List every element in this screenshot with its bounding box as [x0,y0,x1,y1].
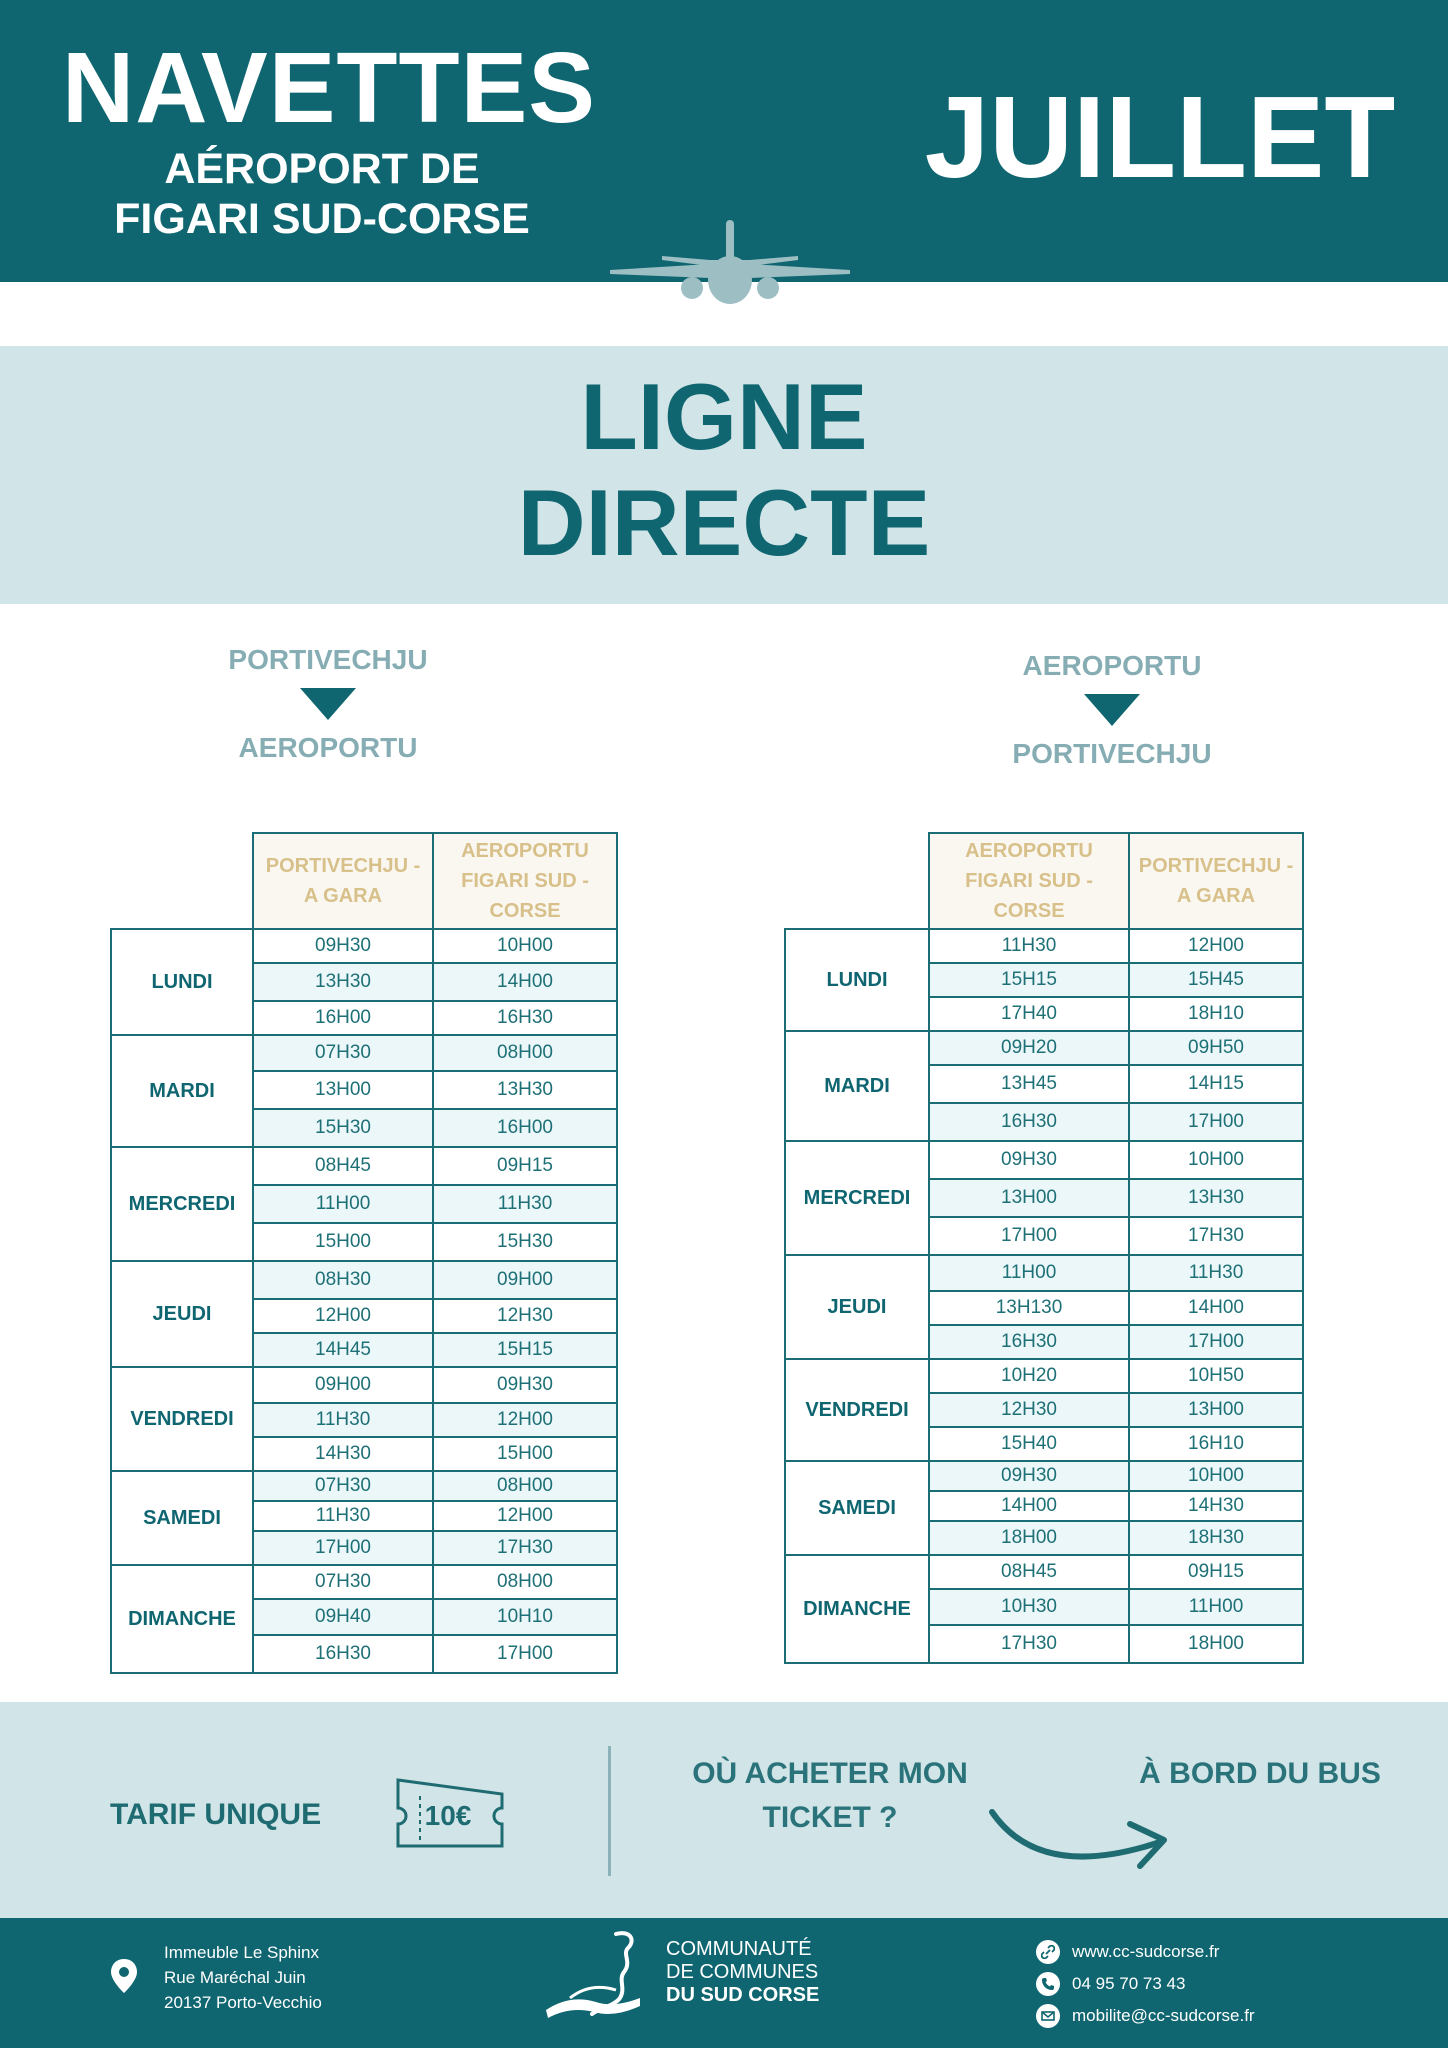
band-title [0,364,1448,576]
right-route-label [952,646,1272,774]
departure-time: 16H30 [253,1635,433,1673]
arrival-time: 15H45 [1129,963,1303,997]
departure-time: 11H30 [253,1403,433,1437]
arrival-time: 18H30 [1129,1521,1303,1555]
day-label: MARDI [111,1035,253,1147]
arrival-time: 12H00 [1129,929,1303,963]
departure-time: 15H15 [929,963,1129,997]
contact-list [1036,1936,1255,2032]
departure-time: 11H00 [253,1185,433,1223]
departure-time: 09H30 [929,1461,1129,1491]
arrival-time: 15H00 [433,1437,617,1471]
departure-time: 10H30 [929,1589,1129,1625]
departure-time: 10H20 [929,1359,1129,1393]
departure-time: 17H00 [253,1531,433,1565]
footer [0,1918,1448,2048]
departure-time: 07H30 [253,1035,433,1071]
departure-time: 13H00 [253,1071,433,1109]
arrival-time: 16H10 [1129,1427,1303,1461]
table-row [785,1141,1303,1179]
arrival-time: 08H00 [433,1035,617,1071]
arrival-time: 10H00 [1129,1141,1303,1179]
departure-time: 13H30 [253,963,433,1001]
page-subtitle [62,144,582,244]
link-icon [1036,1940,1060,1964]
departure-time: 14H30 [253,1437,433,1471]
table-row [111,1367,617,1403]
column-header: AEROPORTU FIGARI SUD - CORSE [929,833,1129,929]
arrival-time: 18H10 [1129,997,1303,1031]
arrival-time: 18H00 [1129,1625,1303,1663]
price-label: 10€ [424,1800,472,1831]
departure-time: 08H30 [253,1261,433,1299]
phone-icon [1036,1972,1060,1996]
address-line: 20137 Porto-Vecchio [164,1993,322,2012]
table-row [785,1031,1303,1065]
departure-time: 11H30 [929,929,1129,963]
table-corner [111,833,253,929]
departure-time: 17H30 [929,1625,1129,1663]
table-corner [785,833,929,929]
column-header: PORTIVECHJU - A GARA [253,833,433,929]
title-band [0,346,1448,604]
arrival-time: 13H30 [433,1071,617,1109]
address-line: Rue Maréchal Juin [164,1968,306,1987]
day-label: MERCREDI [111,1147,253,1261]
phone-number[interactable]: 04 95 70 73 43 [1072,1974,1186,1993]
airplane-icon [610,218,850,308]
purchase-answer: À BORD DU BUS [1139,1757,1381,1790]
departure-time: 13H45 [929,1065,1129,1103]
column-header: PORTIVECHJU - A GARA [1129,833,1303,929]
arrival-time: 17H00 [1129,1325,1303,1359]
arrival-time: 17H30 [1129,1217,1303,1255]
departure-time: 09H30 [253,929,433,963]
departure-time: 13H130 [929,1291,1129,1325]
departure-time: 16H00 [253,1001,433,1035]
column-header: AEROPORTU FIGARI SUD - CORSE [433,833,617,929]
mail-icon [1036,2004,1060,2028]
arrival-time: 16H30 [433,1001,617,1035]
website-link[interactable]: www.cc-sudcorse.fr [1072,1942,1220,1961]
arrival-time: 12H30 [433,1299,617,1333]
arrival-time: 12H00 [433,1501,617,1531]
arrival-time: 09H50 [1129,1031,1303,1065]
band-title-line-1: LIGNE [580,364,868,469]
arrival-time: 14H30 [1129,1491,1303,1521]
departure-time: 07H30 [253,1565,433,1599]
timetable-body [111,929,617,1673]
table-row [785,1255,1303,1291]
month-label: JUILLET [924,72,1396,202]
day-label: LUNDI [111,929,253,1035]
timetable-body [785,929,1303,1663]
arrival-time: 12H00 [433,1403,617,1437]
day-label: DIMANCHE [111,1565,253,1673]
arrival-time: 10H10 [433,1599,617,1635]
purchase-question-line-2: TICKET ? [762,1801,898,1834]
table-row [111,1471,617,1501]
day-label: JEUDI [111,1261,253,1367]
band-title-line-2: DIRECTE [517,470,931,575]
departure-time: 07H30 [253,1471,433,1501]
arrival-time: 15H30 [433,1223,617,1261]
route-destination: PORTIVECHJU [1012,738,1212,769]
departure-time: 14H00 [929,1491,1129,1521]
arrival-time: 09H15 [1129,1555,1303,1589]
curved-arrow-icon [980,1802,1180,1892]
arrival-time: 10H00 [433,929,617,963]
table-row [111,1261,617,1299]
departure-time: 12H00 [253,1299,433,1333]
arrival-time: 11H30 [1129,1255,1303,1291]
departure-time: 09H30 [929,1141,1129,1179]
arrival-time: 11H00 [1129,1589,1303,1625]
departure-time: 08H45 [253,1147,433,1185]
departure-time: 15H40 [929,1427,1129,1461]
arrival-time: 10H50 [1129,1359,1303,1393]
org-name-line: DE COMMUNES [666,1961,819,1983]
departure-time: 14H45 [253,1333,433,1367]
org-name-line: COMMUNAUTÉ [666,1938,812,1960]
arrival-time: 16H00 [433,1109,617,1147]
departure-time: 11H30 [253,1501,433,1531]
arrival-time: 17H30 [433,1531,617,1565]
arrival-time: 08H00 [433,1565,617,1599]
location-pin-icon [110,1958,138,1994]
arrow-down-icon [300,688,356,720]
departure-time: 15H00 [253,1223,433,1261]
org-name [666,1938,819,2007]
contact-email[interactable] [1036,2000,1255,2032]
contact-website[interactable] [1036,1936,1255,1968]
departure-time: 17H00 [929,1217,1129,1255]
table-row [785,1555,1303,1589]
departure-time: 13H00 [929,1179,1129,1217]
timetable-aeroportu-portivechju [784,832,1304,1664]
arrival-time: 10H00 [1129,1461,1303,1491]
address-block [164,1940,322,2015]
arrival-time: 14H00 [433,963,617,1001]
timetable-portivechju-aeroportu [110,832,618,1674]
tarif-label: TARIF UNIQUE [110,1798,322,1831]
day-label: LUNDI [785,929,929,1031]
departure-time: 09H00 [253,1367,433,1403]
arrival-time: 08H00 [433,1471,617,1501]
page-title: NAVETTES [62,32,596,144]
header [0,0,1448,282]
day-label: JEUDI [785,1255,929,1359]
left-route-label [168,640,488,768]
sud-corse-logo-icon [540,1928,660,2028]
table-row [111,929,617,963]
day-label: MARDI [785,1031,929,1141]
table-row [111,1035,617,1071]
departure-time: 15H30 [253,1109,433,1147]
purchase-question-line-1: OÙ ACHETER MON [692,1757,968,1790]
arrival-time: 11H30 [433,1185,617,1223]
day-label: DIMANCHE [785,1555,929,1663]
contact-phone[interactable] [1036,1968,1255,2000]
table-row [785,929,1303,963]
arrival-time: 17H00 [433,1635,617,1673]
purchase-question [660,1752,1000,1840]
email-address[interactable]: mobilite@cc-sudcorse.fr [1072,2006,1255,2025]
table-row [111,1565,617,1599]
day-label: SAMEDI [785,1461,929,1555]
arrival-time: 13H00 [1129,1393,1303,1427]
departure-time: 09H20 [929,1031,1129,1065]
table-row [785,1461,1303,1491]
arrival-time: 09H30 [433,1367,617,1403]
arrival-time: 17H00 [1129,1103,1303,1141]
departure-time: 18H00 [929,1521,1129,1555]
arrival-time: 09H15 [433,1147,617,1185]
subtitle-line-1: AÉROPORT DE [164,145,480,193]
departure-time: 12H30 [929,1393,1129,1427]
address-line: Immeuble Le Sphinx [164,1943,319,1962]
departure-time: 17H40 [929,997,1129,1031]
arrival-time: 09H00 [433,1261,617,1299]
day-label: SAMEDI [111,1471,253,1565]
arrival-time: 14H00 [1129,1291,1303,1325]
route-origin: PORTIVECHJU [228,644,428,675]
arrow-down-icon [1084,694,1140,726]
arrival-time: 14H15 [1129,1065,1303,1103]
day-label: MERCREDI [785,1141,929,1255]
arrival-time: 15H15 [433,1333,617,1367]
departure-time: 16H30 [929,1103,1129,1141]
divider [608,1746,611,1876]
table-row [785,1359,1303,1393]
pricing-band [0,1702,1448,1918]
route-origin: AEROPORTU [1022,650,1202,681]
departure-time: 11H00 [929,1255,1129,1291]
subtitle-line-2: FIGARI SUD-CORSE [114,195,530,243]
departure-time: 16H30 [929,1325,1129,1359]
departure-time: 09H40 [253,1599,433,1635]
day-label: VENDREDI [785,1359,929,1461]
arrival-time: 13H30 [1129,1179,1303,1217]
table-row [111,1147,617,1185]
route-destination: AEROPORTU [238,732,418,763]
departure-time: 08H45 [929,1555,1129,1589]
day-label: VENDREDI [111,1367,253,1471]
org-name-line: DU SUD CORSE [666,1984,820,2006]
